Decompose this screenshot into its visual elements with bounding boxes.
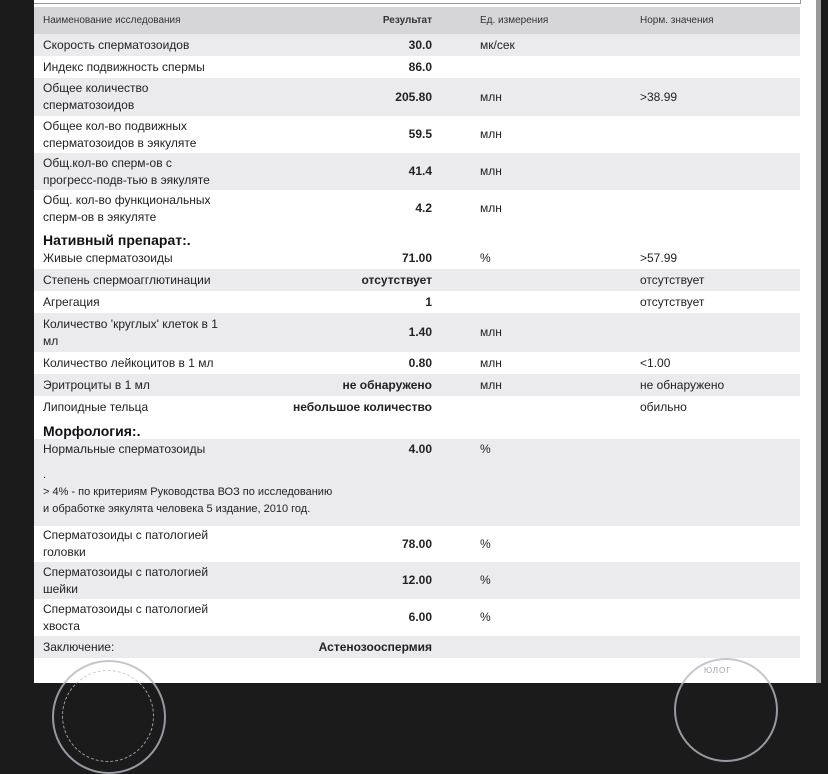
row-result: 78.00 xyxy=(401,536,432,551)
table-row xyxy=(34,352,800,374)
row-name: Скорость сперматозоидов xyxy=(43,37,190,52)
row-unit: млн xyxy=(480,201,502,215)
row-norm: >57.99 xyxy=(640,251,678,265)
row-norm: обильно xyxy=(640,400,687,414)
row-unit: % xyxy=(480,251,491,265)
row-unit: % xyxy=(480,573,491,587)
table-row xyxy=(34,190,800,227)
header-name: Наименование исследования xyxy=(43,15,181,26)
note-line-1: . xyxy=(43,469,47,481)
table-row xyxy=(34,374,800,396)
row-name: Липоидные тельца xyxy=(43,400,149,414)
row-unit: млн xyxy=(480,355,502,370)
row-name: Общее кол-во подвижных сперматозоидов в эякуляте xyxy=(43,118,197,150)
section-title-native: Нативный препарат:. xyxy=(43,232,191,248)
row-result: 86.0 xyxy=(408,59,432,74)
row-unit: мк/сек xyxy=(480,37,515,52)
header-unit: Ед. измерения xyxy=(480,15,549,26)
row-result: 71.00 xyxy=(401,251,432,265)
row-norm: отсутствует xyxy=(640,294,705,309)
row-norm: <1.00 xyxy=(640,355,671,370)
row-name: Количество 'круглых' клеток в 1 мл xyxy=(43,316,218,348)
row-result: 30.0 xyxy=(408,37,432,52)
row-unit: % xyxy=(480,536,491,551)
table-row xyxy=(34,34,800,56)
row-norm: не обнаружено xyxy=(640,377,725,392)
row-unit: млн xyxy=(480,89,502,104)
row-name: Сперматозоиды с патологией головки xyxy=(43,528,209,559)
row-name: Агрегация xyxy=(43,294,100,309)
row-unit: % xyxy=(480,610,491,624)
table-row xyxy=(34,526,800,562)
row-name: Степень спермоагглютинации xyxy=(43,272,211,287)
stamp-left-icon xyxy=(52,660,166,774)
table-row xyxy=(34,396,800,419)
row-name: Сперматозоиды с патологией шейки xyxy=(43,564,209,596)
conclusion-label: Заключение: xyxy=(43,639,115,654)
results-table xyxy=(34,7,800,658)
table-row xyxy=(34,439,800,460)
top-border xyxy=(34,0,801,4)
row-result: не обнаружено xyxy=(342,377,432,392)
row-name: Нормальные сперматозоиды xyxy=(43,442,206,456)
row-result: 1.40 xyxy=(408,325,432,339)
row-unit: млн xyxy=(480,377,502,392)
row-unit: млн xyxy=(480,127,502,141)
conclusion-row xyxy=(34,636,800,658)
table-row xyxy=(34,269,800,291)
note-line-3: и обработке эякулята человека 5 издание, 2010 год. xyxy=(43,503,311,515)
stamp-right-text: ЮЛОГ xyxy=(704,666,732,675)
table-row xyxy=(34,562,800,599)
row-result: 6.00 xyxy=(408,610,432,624)
table-row xyxy=(34,56,800,78)
note-line-2: > 4% - по критериям Руководства ВОЗ по исследованию xyxy=(43,486,333,498)
row-unit: % xyxy=(480,442,491,456)
section-title-morphology: Морфология:. xyxy=(43,423,141,439)
row-result: небольшое количество xyxy=(292,400,432,414)
row-name: Эритроциты в 1 мл xyxy=(43,377,150,392)
conclusion-value: Астенозооспермия xyxy=(318,639,432,654)
row-name: Общ. кол-во функциональных сперм-ов в эякуляте xyxy=(43,192,211,224)
row-result: 1 xyxy=(425,294,432,309)
header-result: Результат xyxy=(382,15,432,26)
row-result: 0.80 xyxy=(408,355,432,370)
row-result: 41.4 xyxy=(408,164,432,178)
stamp-left-inner-ring xyxy=(62,670,154,762)
table-header xyxy=(34,7,800,34)
table-row xyxy=(34,116,800,153)
table-row xyxy=(34,78,800,116)
report-page xyxy=(34,0,816,683)
row-norm: отсутствует xyxy=(640,272,705,287)
row-norm: >38.99 xyxy=(640,89,678,104)
row-result: 12.00 xyxy=(401,573,432,587)
row-result: 4.2 xyxy=(415,201,432,215)
row-unit: млн xyxy=(480,325,502,339)
row-name: Индекс подвижность спермы xyxy=(43,59,205,74)
table-row xyxy=(34,313,800,352)
who-criteria-note xyxy=(34,460,800,526)
row-unit: млн xyxy=(480,164,502,178)
row-name: Живые сперматозоиды xyxy=(43,251,173,265)
row-result: 4.00 xyxy=(408,442,432,456)
table-row xyxy=(34,248,800,269)
header-norm: Норм. значения xyxy=(640,15,714,26)
table-row xyxy=(34,153,800,190)
row-result: отсутствует xyxy=(361,272,432,287)
table-row xyxy=(34,291,800,313)
row-result: 59.5 xyxy=(408,127,432,141)
row-name: Общ.кол-во сперм-ов с прогресс-подв-тью в эякуляте xyxy=(43,155,210,187)
stamp-right-icon xyxy=(674,658,778,762)
row-name: Сперматозоиды с патологией хвоста xyxy=(43,601,209,633)
table-row xyxy=(34,599,800,636)
row-result: 205.80 xyxy=(395,89,432,104)
page-edge xyxy=(816,0,821,683)
row-name: Количество лейкоцитов в 1 мл xyxy=(43,355,214,370)
row-name: Общее количество сперматозоидов xyxy=(43,81,149,112)
